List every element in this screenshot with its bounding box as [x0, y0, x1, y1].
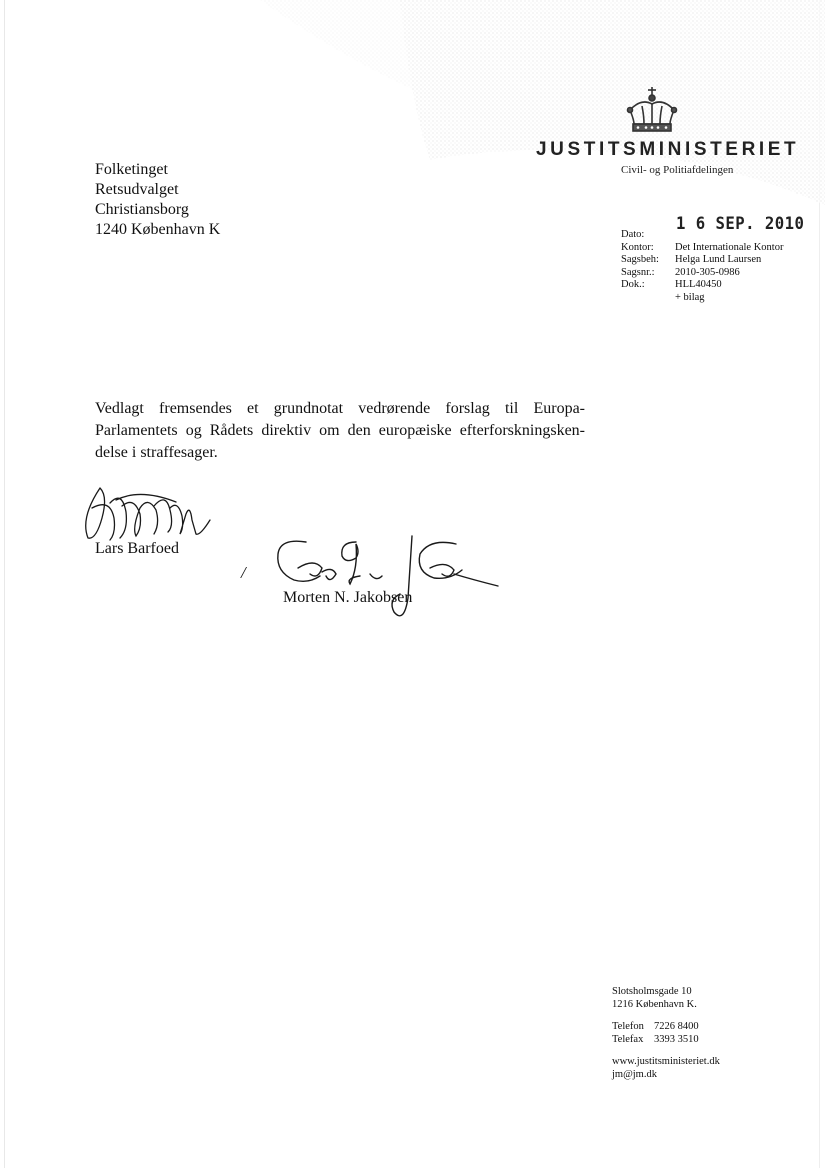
department-name: Civil- og Politiafdelingen [621, 164, 734, 176]
date-stamp: 1 6 SEP. 2010 [676, 214, 805, 234]
meta-row-office [621, 242, 795, 255]
address-line: Slotsholmsgade 10 [612, 986, 692, 997]
meta-row-date [621, 229, 795, 242]
meta-row-document [621, 279, 795, 292]
phone-number: 7226 8400 [654, 1021, 699, 1033]
recipient-line: 1240 København K [95, 221, 221, 238]
fax-row [612, 1034, 720, 1047]
meta-label: Dok.: [621, 279, 645, 291]
royal-crown-icon [624, 86, 680, 136]
footer-online [612, 1056, 720, 1081]
fax-number: 3393 3510 [654, 1033, 699, 1045]
letter-body: Vedlagt fremsendes et grundnotat vedrørende forslag til Europa-Parlamentets og Rådets direktiv om den europæiske efterforskningsken-delse i straffesager. [95, 400, 585, 461]
meta-value: + bilag [675, 291, 705, 303]
meta-row-attachment [621, 292, 795, 305]
meta-value: 2010-305-0986 [675, 266, 740, 278]
meta-label: Sagsbeh: [621, 254, 659, 266]
meta-value: HLL40450 [675, 279, 722, 291]
meta-value: Helga Lund Laursen [675, 254, 762, 266]
phone-row [612, 1021, 720, 1034]
recipient-address [95, 160, 220, 240]
meta-value [675, 229, 795, 242]
meta-row-case-number [621, 267, 795, 280]
meta-row-handler [621, 254, 795, 267]
recipient-line: Christiansborg [95, 201, 189, 218]
website-link[interactable]: www.justitsministeriet.dk [612, 1056, 720, 1068]
case-metadata [621, 215, 795, 305]
fax-label: Telefax [612, 1033, 644, 1045]
footer-address [612, 986, 720, 1011]
recipient-line: Folketinget [95, 161, 168, 178]
meta-label: Dato: [621, 229, 645, 240]
meta-label [621, 292, 675, 305]
ministry-name: JUSTITSMINISTERIET [536, 139, 800, 160]
meta-label: Kontor: [621, 241, 654, 253]
signer-name: Morten N. Jakobsen [283, 589, 413, 606]
meta-label: Sagsnr.: [621, 266, 655, 278]
contact-footer [612, 986, 720, 1092]
email-link[interactable]: jm@jm.dk [612, 1068, 657, 1080]
phone-label: Telefon [612, 1021, 644, 1033]
address-line: 1216 København K. [612, 998, 697, 1010]
signature-morten-jakobsen [270, 528, 510, 628]
signature-separator: / [241, 563, 246, 582]
footer-phones [612, 1021, 720, 1046]
recipient-line: Retsudvalget [95, 181, 179, 198]
signer-name: Lars Barfoed [95, 540, 179, 557]
meta-value: Det Internationale Kontor [675, 241, 784, 253]
